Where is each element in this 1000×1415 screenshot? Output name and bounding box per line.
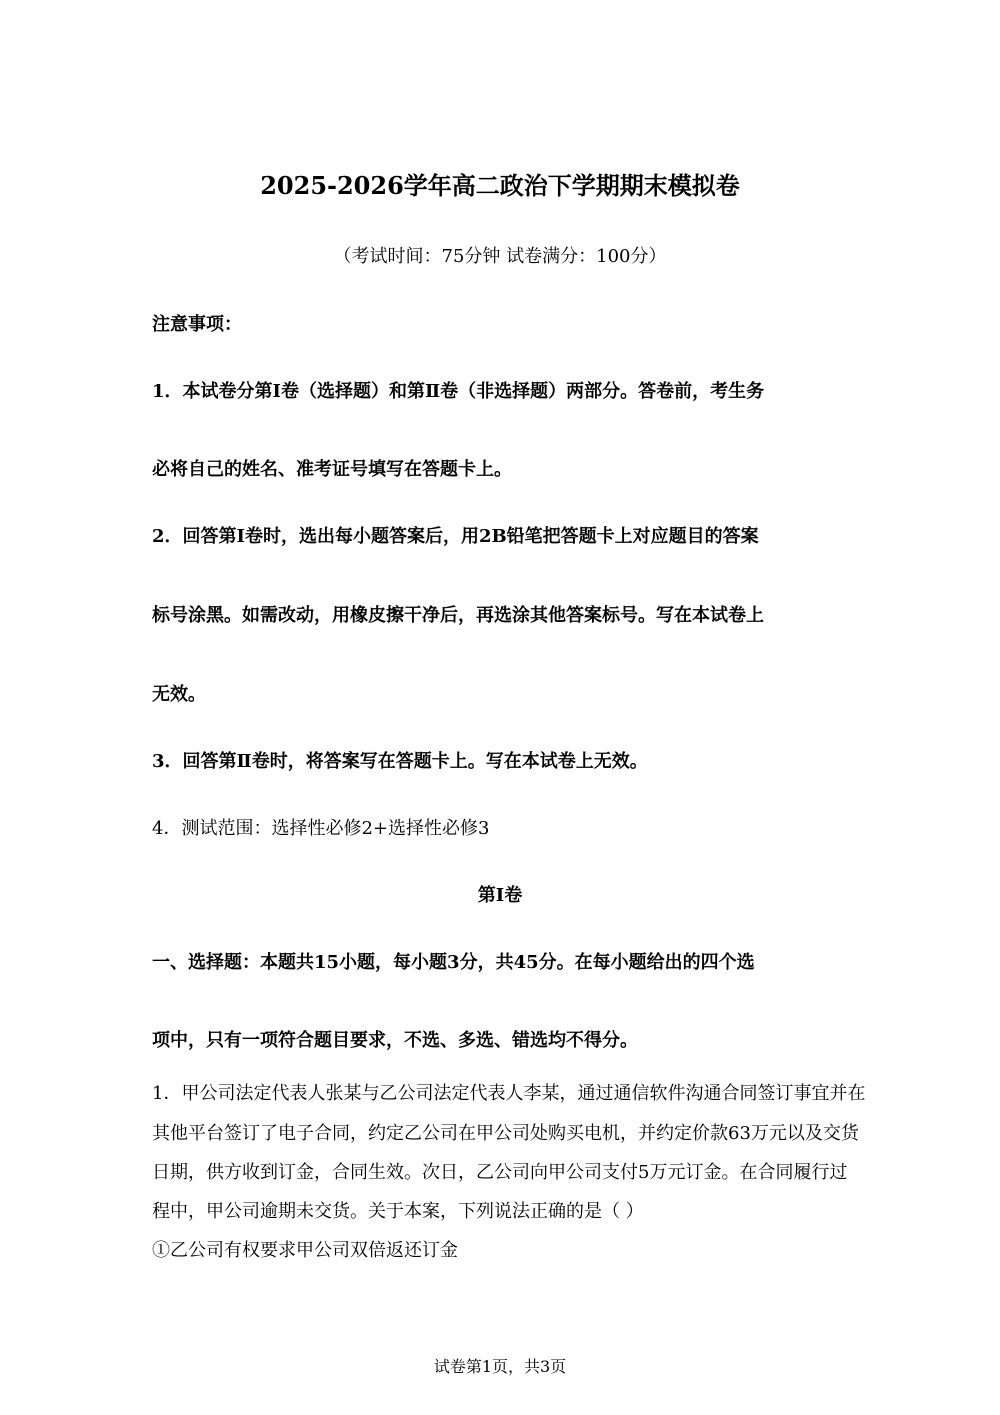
notice-item-2-line-3: 无效。 (152, 684, 206, 705)
exam-title: 2025-2026学年高二政治下学期期末模拟卷 (260, 171, 740, 200)
exam-subtitle: （考试时间：75分钟 试卷满分：100分） (333, 246, 667, 267)
notice-item-3: 3．回答第Ⅱ卷时，将答案写在答题卡上。写在本试卷上无效。 (152, 751, 648, 772)
section-instructions-line-2: 项中，只有一项符合题目要求，不选、多选、错选均不得分。 (152, 1030, 638, 1051)
question-1-line-2: 其他平台签订了电子合同，约定乙公司在甲公司处购买电机，并约定价款63万元以及交货 (152, 1123, 859, 1144)
notice-item-2-line-1: 2．回答第Ⅰ卷时，选出每小题答案后，用2B铅笔把答题卡上对应题目的答案 (152, 526, 759, 547)
question-1-option-1: ①乙公司有权要求甲公司双倍返还订金 (152, 1240, 458, 1261)
section-instructions-line-1: 一、选择题：本题共15小题，每小题3分，共45分。在每小题给出的四个选 (152, 952, 755, 973)
question-1-line-1: 1．甲公司法定代表人张某与乙公司法定代表人李某，通过通信软件沟通合同签订事宜并在 (152, 1083, 866, 1104)
notice-heading: 注意事项： (152, 314, 242, 335)
question-1-line-3: 日期，供方收到订金，合同生效。次日，乙公司向甲公司支付5万元订金。在合同履行过 (152, 1162, 848, 1183)
notice-item-1-line-2: 必将自己的姓名、准考证号填写在答题卡上。 (152, 459, 512, 480)
notice-item-1-line-1: 1．本试卷分第Ⅰ卷（选择题）和第Ⅱ卷（非选择题）两部分。答卷前，考生务 (152, 381, 765, 402)
page-footer: 试卷第1页，共3页 (433, 1357, 567, 1376)
notice-item-2-line-2: 标号涂黑。如需改动，用橡皮擦干净后，再选涂其他答案标号。写在本试卷上 (152, 605, 764, 626)
volume-title: 第Ⅰ卷 (477, 885, 523, 906)
notice-item-4: 4．测试范围：选择性必修2+选择性必修3 (152, 818, 490, 839)
question-1-line-4: 程中，甲公司逾期未交货。关于本案，下列说法正确的是（ ） (152, 1201, 644, 1222)
